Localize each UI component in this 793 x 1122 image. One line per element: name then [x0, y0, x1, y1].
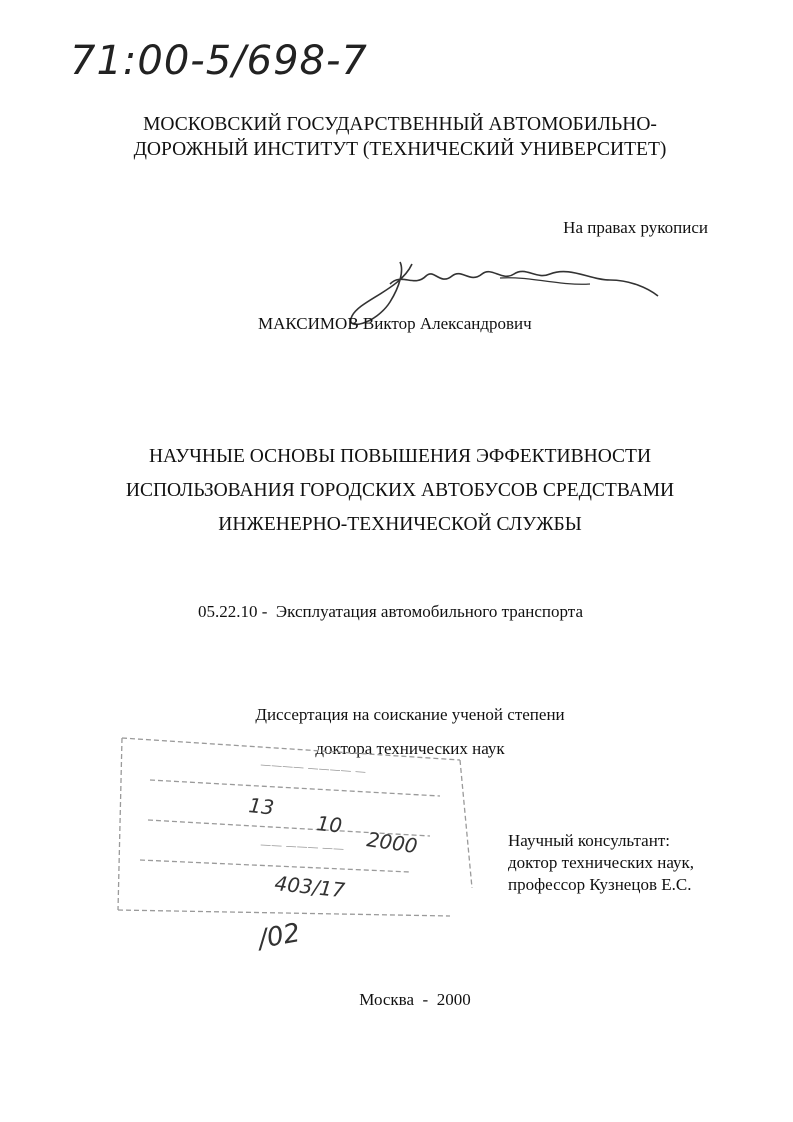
stamp-month: 10	[315, 811, 344, 838]
consultant-label: Научный консультант:	[508, 831, 670, 850]
institute-line-1: МОСКОВСКИЙ ГОСУДАРСТВЕННЫЙ АВТОМОБИЛЬНО-	[143, 114, 657, 135]
title-line-3: ИНЖЕНЕРНО-ТЕХНИЧЕСКОЙ СЛУЖБЫ	[218, 514, 582, 535]
consultant-degree: доктор технических наук,	[508, 853, 695, 872]
consultant-name: профессор Кузнецов Е.С.	[508, 875, 692, 894]
svg-text:—— ——— ——: —— ——— ——	[259, 838, 345, 856]
institute-line-2: ДОРОЖНЫЙ ИНСТИТУТ (ТЕХНИЧЕСКИЙ УНИВЕРСИТЕТ)	[133, 139, 667, 160]
stamp-year: 2000	[365, 827, 420, 859]
stamp-day: 13	[247, 793, 276, 820]
dissertation-title	[100, 440, 700, 542]
svg-text:———— ———— —: ———— ———— —	[259, 758, 367, 779]
specialty-name: Эксплуатация автомобильного транспорта	[275, 602, 583, 621]
specialty: 05.22.10 - Эксплуатация автомобильного транспорта	[198, 602, 583, 621]
degree-line-2: доктора технических наук	[315, 739, 505, 758]
library-stamp	[110, 720, 490, 960]
city-year: Москва - 2000	[359, 990, 471, 1009]
institute-name	[100, 112, 700, 162]
title-line-2: ИСПОЛЬЗОВАНИЯ ГОРОДСКИХ АВТОБУСОВ СРЕДСТВАМИ	[125, 480, 675, 501]
specialty-code: 05.22.10	[198, 602, 258, 621]
degree-line-1: Диссертация на соискание ученой степени	[255, 705, 565, 724]
rights-note: На правах рукописи	[563, 218, 708, 237]
stamp-number: 403/17	[273, 871, 346, 903]
year: 2000	[436, 990, 471, 1009]
author-name: МАКСИМОВ Виктор Александрович	[258, 314, 532, 333]
stamp-mark: /02	[256, 918, 303, 955]
scientific-consultant	[508, 830, 694, 896]
catalog-number: 71:00-5/698-7	[70, 38, 368, 84]
title-line-1: НАУЧНЫЕ ОСНОВЫ ПОВЫШЕНИЯ ЭФФЕКТИВНОСТИ	[148, 446, 652, 467]
city: Москва	[359, 990, 415, 1009]
